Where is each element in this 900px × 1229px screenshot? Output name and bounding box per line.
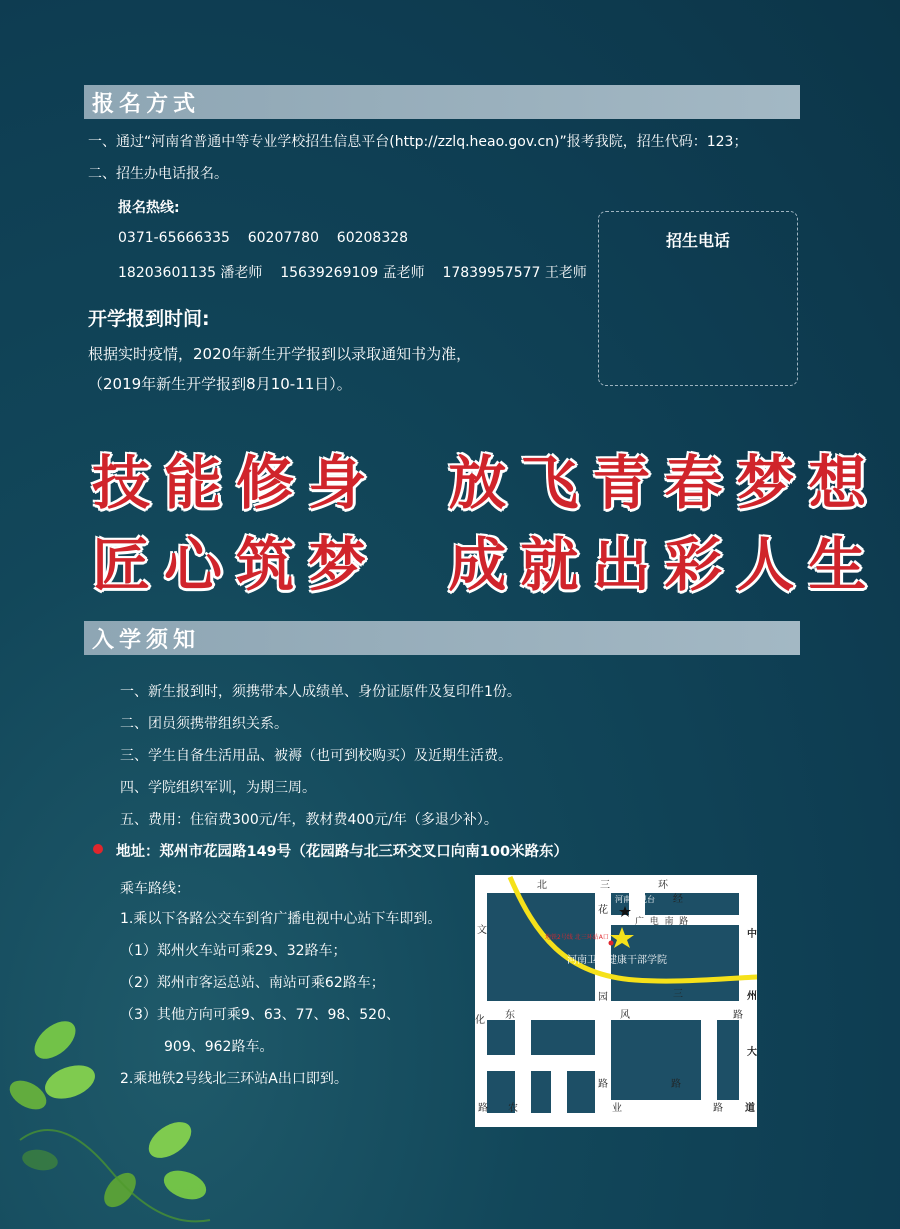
map-label-lu-a: 路 <box>598 1079 608 1090</box>
registration-heading: 报名方式 <box>92 91 201 117</box>
leaf-icon <box>28 1014 83 1066</box>
map-label-dong: 东 <box>505 1010 515 1021</box>
enrollment-line-1: 根据实时疫情，2020年新生开学报到以录取通知书为准， <box>88 345 472 363</box>
metro-dot-icon <box>609 941 614 946</box>
map-label-guangdian: 广 电 南 路 <box>635 917 689 927</box>
map-label-feng: 风 <box>620 1010 630 1021</box>
leaf-icon <box>160 1165 210 1204</box>
map-label-lu-end: 路 <box>713 1103 723 1114</box>
leaf-icon <box>5 1075 52 1116</box>
map-label-hua: 花 <box>598 905 608 916</box>
map-blocks <box>487 893 739 1113</box>
route-1: 1.乘以下各路公交车到省广播电视中心站下车即到。 <box>120 911 442 927</box>
map-label-lu-mid: 路 <box>733 1010 743 1021</box>
slogan-line-1: 技能修身 放飞青春梦想 <box>92 449 881 517</box>
notice-item-2: 二、团员须携带组织关系。 <box>120 716 288 732</box>
leaf-icon <box>98 1167 142 1213</box>
location-map <box>475 875 757 1127</box>
map-label-nong: 农 <box>508 1103 518 1114</box>
map-label-wen: 文 <box>477 925 487 936</box>
notice-heading: 入学须知 <box>92 627 201 653</box>
map-label-lu-b: 路 <box>671 1079 681 1090</box>
section-bar-registration <box>84 85 800 119</box>
map-label-jing: 经 <box>673 894 683 905</box>
slogan-line-2: 匠心筑梦 成就出彩人生 <box>92 531 881 599</box>
map-label-metro: 地铁2号线 北三环站A口 <box>545 934 609 941</box>
map-label-da: 大 <box>747 1047 757 1058</box>
decorative-leaves <box>0 990 220 1229</box>
map-label-ye: 业 <box>612 1103 622 1114</box>
registration-line-2: 二、招生办电话报名。 <box>88 166 228 182</box>
route-2: （1）郑州火车站可乘29、32路车； <box>120 943 347 959</box>
notice-item-4: 四、学院组织军训，为期三周。 <box>120 780 316 796</box>
phones-line-2: 18203601135 潘老师 15639269109 孟老师 17839957577 王老师 <box>118 265 587 281</box>
leaf-icon <box>40 1059 99 1105</box>
notice-item-3: 三、学生自备生活用品、被褥（也可到校购买）及近期生活费。 <box>120 748 512 764</box>
enrollment-heading: 开学报到时间: <box>88 308 210 330</box>
hotline-label: 报名热线: <box>118 200 180 216</box>
phone-box <box>598 211 798 386</box>
map-label-bei: 北 <box>537 880 547 891</box>
notice-item-5: 五、费用：住宿费300元/年，教材费400元/年（多退少补）。 <box>120 812 498 828</box>
map-label-dao: 道 <box>745 1103 755 1114</box>
route-3: （2）郑州市客运总站、南站可乘62路车； <box>120 975 385 991</box>
map-label-zhong: 中 <box>747 929 757 940</box>
map-label-huan: 环 <box>658 880 668 891</box>
route-title: 乘车路线： <box>120 881 190 897</box>
route-5: 909、962路车。 <box>164 1039 274 1055</box>
leaf-icon <box>142 1115 197 1165</box>
phones-line-1: 0371-65666335 60207780 60208328 <box>118 230 409 246</box>
map-label-san-top: 三 <box>600 880 610 891</box>
phone-box-label: 招生电话 <box>665 231 730 250</box>
leaf-icon <box>21 1147 60 1173</box>
map-label-yuan: 园 <box>598 992 608 1003</box>
address-line: 地址：郑州市花园路149号（花园路与北三环交叉口向南100米路东） <box>116 844 569 860</box>
route-6: 2.乘地铁2号线北三环站A出口即到。 <box>120 1071 348 1087</box>
map-label-tv: 河南电视台 <box>615 895 655 904</box>
section-bar-notice <box>84 621 800 655</box>
address-bullet-icon <box>93 844 103 854</box>
enrollment-line-2: （2019年新生开学报到8月10-11日）。 <box>88 375 352 393</box>
map-label-san-mid: 三 <box>673 989 683 1000</box>
map-label-zhou: 州 <box>747 991 757 1002</box>
notice-item-1: 一、新生报到时，须携带本人成绩单、身份证原件及复印件1份。 <box>120 684 521 700</box>
map-label-college: 河南卫生健康干部学院 <box>567 955 667 966</box>
map-svg <box>475 875 757 1127</box>
route-4: （3）其他方向可乘9、63、77、98、520、 <box>120 1007 400 1023</box>
map-label-hua2: 化 <box>475 1015 485 1026</box>
registration-line-1: 一、通过“河南省普通中等专业学校招生信息平台(http://zzlq.heao.gov.cn)”报考我院，招生代码：123； <box>88 134 748 150</box>
map-label-lu-left: 路 <box>478 1103 488 1114</box>
